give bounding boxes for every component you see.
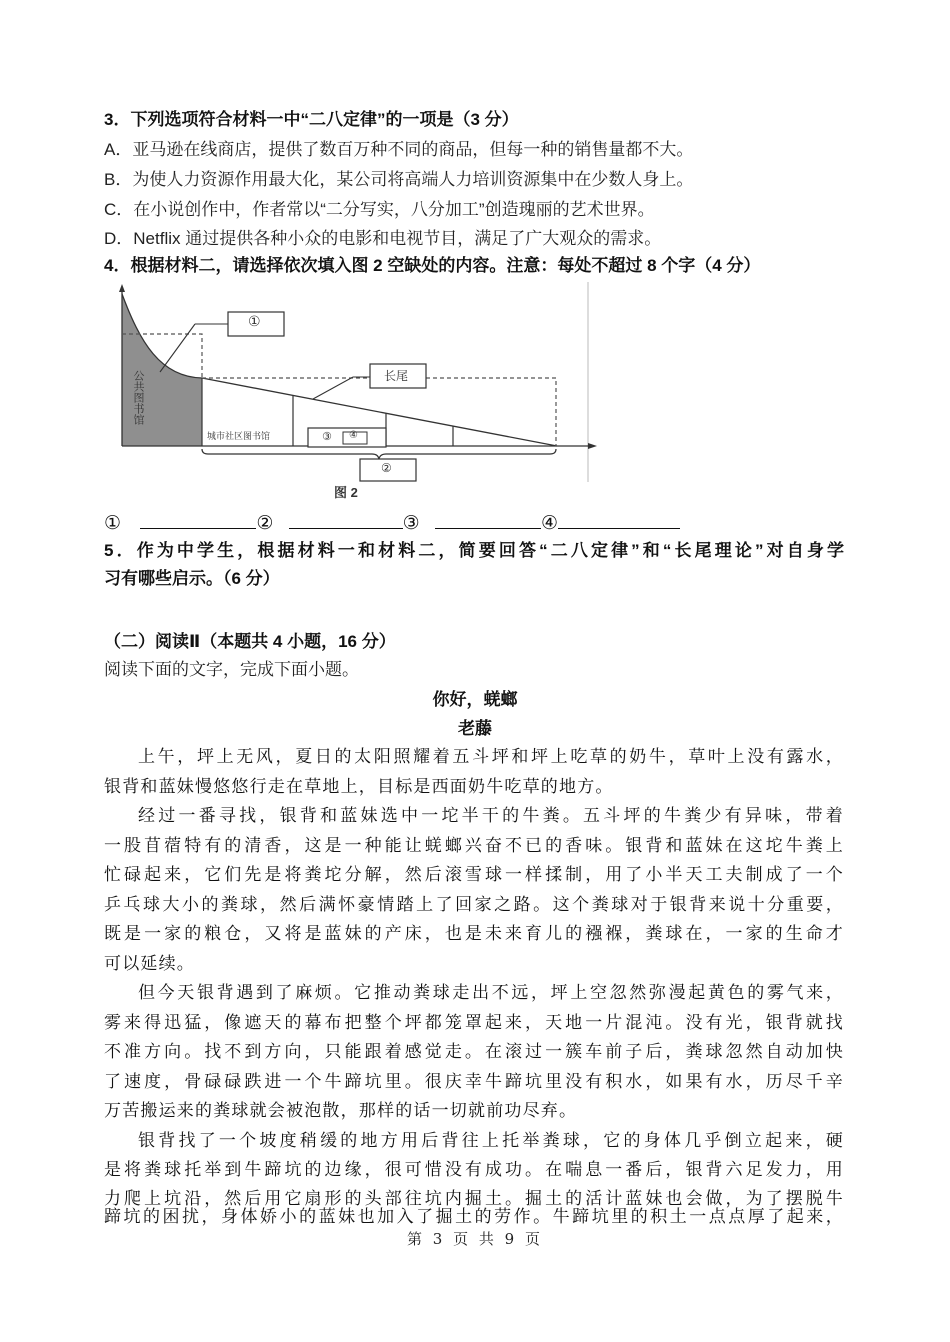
- paragraph-line: 蹄坑的困扰，身体娇小的蓝妹也加入了掘土的劳作。牛蹄坑里的积土一点点厚了起来，: [104, 1207, 844, 1227]
- paragraph-line: 经过一番寻找，银背和蓝妹选中一坨半干的牛粪。五斗坪的牛粪少有异味，带着: [138, 806, 844, 826]
- paragraph-line: 了速度，骨碌碌跌进一个牛蹄坑里。很庆幸牛蹄坑里没有积水，如果有水，历尽千辛: [104, 1072, 844, 1092]
- section-instruction: 阅读下面的文字，完成下面小题。: [104, 660, 359, 679]
- paragraph-line: 银背找了一个坡度稍缓的地方用后背往上托举粪球，它的身体几乎倒立起来，硬: [138, 1131, 844, 1151]
- paragraph-line: 雾来得迅猛，像遮天的幕布把整个坪都笼罩起来，天地一片混沌。没有光，银背就找: [104, 1013, 844, 1033]
- paragraph-line: 力爬上坑沿，然后用它扇形的头部往坑内掘土。掘土的活计蓝妹也会做，为了摆脱牛: [104, 1189, 844, 1209]
- paragraph-line: 忙碌起来，它们先是将粪坨分解，然后滚雪球一样揉制，用了小半天工夫制成了一个: [104, 865, 844, 885]
- question-3-option-c: C．在小说创作中，作者常以“二分写实，八分加工”创造瑰丽的艺术世界。: [104, 200, 655, 219]
- answer-blank-1[interactable]: [140, 512, 256, 529]
- paragraph-line: 乒乓球大小的粪球，然后满怀豪情踏上了回家之路。这个粪球对于银背来说十分重要，: [104, 895, 844, 915]
- answer-blank-2[interactable]: [289, 512, 403, 529]
- paragraph-line: 万苦搬运来的粪球就会被泡散，那样的话一切就前功尽弃。: [104, 1101, 578, 1121]
- figure-caption: 图 2: [334, 485, 358, 500]
- answer-blanks-row: [104, 512, 680, 534]
- figure-label-blank-2: ②: [381, 461, 392, 475]
- article-author: 老藤: [458, 719, 492, 738]
- paragraph-line: 银背和蓝妹慢悠悠行走在草地上，目标是西面奶牛吃草的地方。: [104, 777, 614, 797]
- figure-label-community-library: 城市社区图书馆: [207, 432, 271, 442]
- question-5-line-2: 习有哪些启示。（6 分）: [104, 569, 280, 588]
- answer-marker-1: ①: [104, 513, 122, 534]
- answer-marker-4: ④: [540, 513, 559, 534]
- figure-label-blank-3: ③: [322, 430, 332, 443]
- answer-marker-2: ②: [256, 513, 274, 534]
- figure-label-blank-4: ④: [349, 430, 358, 441]
- paragraph-line: 既是一家的粮仓，又将是蓝妹的产床，也是未来育儿的襁褓，粪球在，一家的生命才: [104, 924, 844, 944]
- answer-blank-3[interactable]: [435, 512, 541, 529]
- question-3-option-a: A．亚马逊在线商店，提供了数百万种不同的商品，但每一种的销售量都不大。: [104, 140, 694, 159]
- section-heading: （二）阅读Ⅱ（本题共 4 小题，16 分）: [104, 632, 396, 651]
- answer-blank-4[interactable]: [558, 512, 680, 529]
- paragraph-line: 一股苜蓿特有的清香，这是一种能让蜣螂兴奋不已的香味。银背和蓝妹在这坨牛粪上: [104, 836, 844, 856]
- article-title: 你好，蜣螂: [432, 690, 518, 709]
- figure-label-public-library: 公共图书馆: [132, 370, 145, 425]
- paragraph-line: 上午，坪上无风，夏日的太阳照耀着五斗坪和坪上吃草的奶牛，草叶上没有露水，: [138, 747, 844, 767]
- long-tail-diagram: [110, 282, 600, 502]
- figure-label-blank-1: ①: [248, 314, 261, 330]
- page-number: 第 3 页 共 9 页: [407, 1230, 543, 1248]
- answer-marker-3: ③: [402, 513, 420, 534]
- figure-label-long-tail: 长尾: [384, 369, 409, 383]
- diagram-svg: [110, 282, 600, 502]
- paragraph-line: 不准方向。找不到方向，只能跟着感觉走。在滚过一簇车前子后，粪球忽然自动加快: [104, 1042, 844, 1062]
- question-5-line-1: 5．作为中学生，根据材料一和材料二，简要回答“二八定律”和“长尾理论”对自身学: [104, 541, 844, 560]
- question-3-stem: 3．下列选项符合材料一中“二八定律”的一项是（3 分）: [104, 110, 519, 129]
- question-3-option-d: D．Netflix 通过提供各种小众的电影和电视节目，满足了广大观众的需求。: [104, 229, 662, 248]
- question-3-option-b: B．为使人力资源作用最大化，某公司将高端人力培训资源集中在少数人身上。: [104, 170, 694, 189]
- paragraph-line: 可以延续。: [104, 954, 195, 974]
- paragraph-line: 但今天银背遇到了麻烦。它推动粪球走出不远，坪上空忽然弥漫起黄色的雾气来，: [138, 983, 844, 1003]
- question-4-stem: 4．根据材料二，请选择依次填入图 2 空缺处的内容。注意：每处不超过 8 个字（4 分）: [104, 256, 761, 275]
- paragraph-line: 是将粪球托举到牛蹄坑的边缘，很可惜没有成功。在喘息一番后，银背六足发力，用: [104, 1160, 844, 1180]
